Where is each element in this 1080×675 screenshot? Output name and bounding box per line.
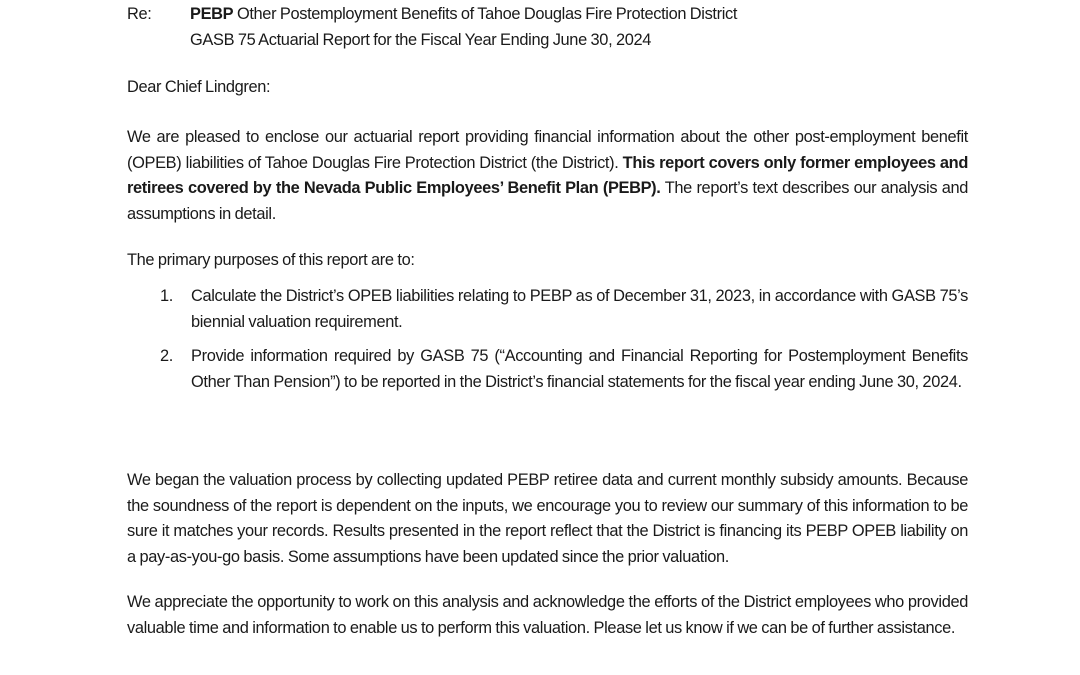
list-item <box>160 284 968 335</box>
list-text: Calculate the District’s OPEB liabilities relating to PEBP as of December 31, 2023, in accordance with GASB 75’s biennial valuation requirement. <box>191 287 968 331</box>
subject-line-1 <box>127 2 887 28</box>
closing-paragraph: We appreciate the opportunity to work on this analysis and acknowledge the efforts of the District employees who provided valuable time and information to enable us to perform this valuation. Please let us know if we can be of further assistance. <box>127 593 968 637</box>
subject-line-2 <box>127 28 887 54</box>
subject-plan-name: PEBP <box>190 5 234 23</box>
purposes-intro: The primary purposes of this report are to: <box>127 251 415 269</box>
subject-label: Re: <box>127 5 152 23</box>
list-item <box>160 344 968 395</box>
intro-tail: The report’s text describes our analysis and assumptions in detail. <box>127 179 968 223</box>
purposes-list-item-2 <box>160 344 968 395</box>
intro-paragraph <box>127 125 968 227</box>
subject-block <box>127 2 887 54</box>
subject-report-title: GASB 75 Actuarial Report for the Fiscal Year Ending June 30, 2024 <box>190 31 652 49</box>
intro-bold-scope: This report covers only former employees and retirees covered by the Nevada Public Employees’ Benefit Plan (PEBP). <box>127 153 968 198</box>
valuation-process-paragraph: We began the valuation process by collecting updated PEBP retiree data and current monthly subsidy amounts. Because the soundness of the report is dependent on the inputs, we encourage you to review our summary of this information to be sure it matches your records. Results presented in the report reflect that the District is financing its PEBP OPEB liability on a pay-as-you-go basis. Some assumptions have been updated since the prior valuation. <box>127 471 968 566</box>
intro-text: We are pleased to enclose our actuarial report providing financial information about the other post-employment benefit (OPEB) liabilities of Tahoe Douglas Fire Protection District (the District). <box>127 128 968 172</box>
subject-title: Other Postemployment Benefits of Tahoe Douglas Fire Protection District <box>233 5 738 23</box>
list-number: 2. <box>160 347 173 365</box>
purposes-list-item-1 <box>160 284 968 335</box>
salutation: Dear Chief Lindgren: <box>127 78 271 96</box>
list-text: Provide information required by GASB 75 (“Accounting and Financial Reporting for Postemployment Benefits Other Than Pension”) to be reported in the District’s financial statements for the fiscal year ending June 30, 2024. <box>191 347 968 391</box>
list-number: 1. <box>160 287 173 305</box>
